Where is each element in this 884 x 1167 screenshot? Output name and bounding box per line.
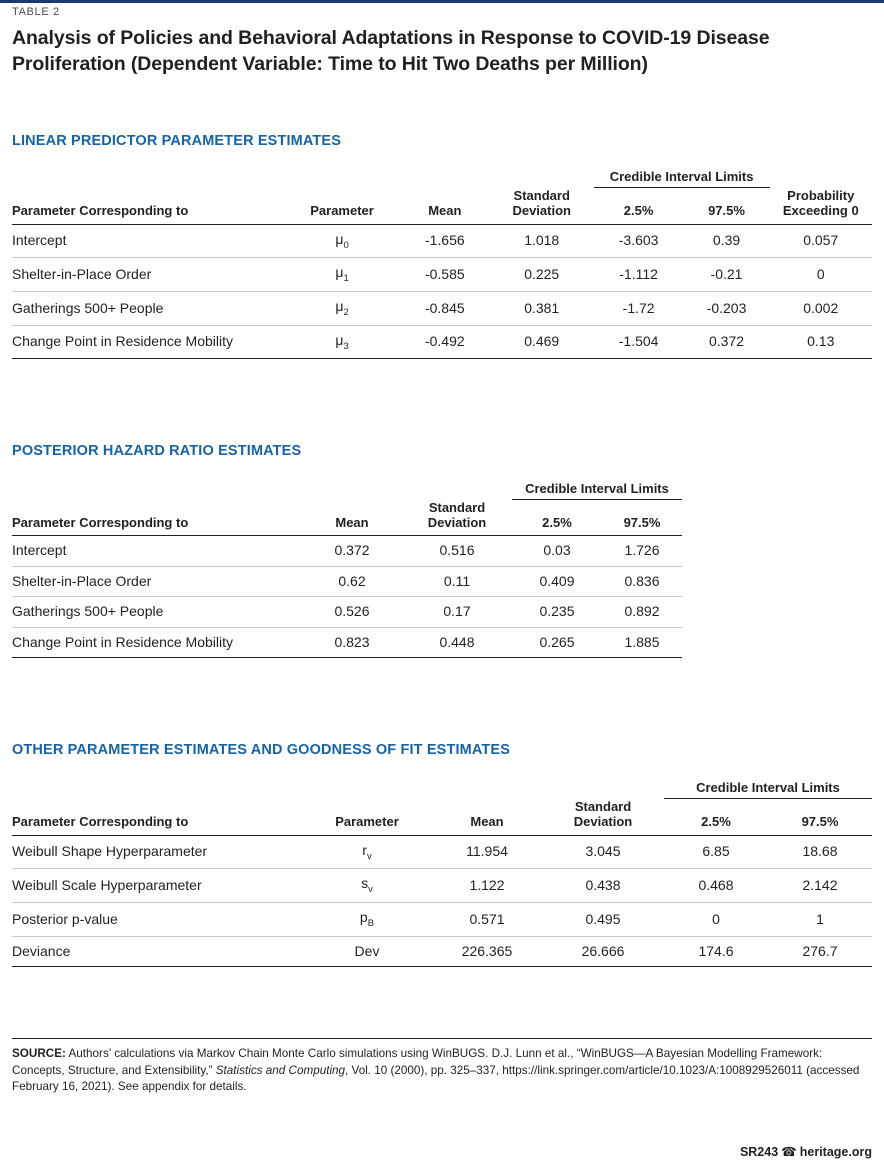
row-prob: 0.002 [770,291,873,325]
row-parameter-symbol: $\mu_0$ [284,224,400,258]
table-row [12,325,872,359]
col-header-mean: Mean [428,203,462,219]
row-ci-upper: 18.68 [768,835,872,869]
site-url: heritage.org [799,1145,872,1159]
col-header-ci-lower: 2.5% [623,203,654,219]
row-ci-upper: 276.7 [768,936,872,967]
row-sd: 3.045 [542,835,664,869]
credible-interval-group-label: Credible Interval Limits [512,481,682,500]
row-sd: 0.516 [402,536,512,567]
row-ci-upper: 0.372 [684,325,770,359]
row-ci-lower: 0.03 [512,536,602,567]
row-parameter-symbol: $r_v$ [302,835,432,869]
row-label: Intercept [12,536,302,567]
col-header-ci-upper: 97.5% [801,814,839,830]
col-header-standard-deviation: Standard Deviation [573,798,633,830]
table-row [12,224,872,258]
col-header-ci-upper: 97.5% [623,515,661,531]
table-row [12,627,682,658]
col-header-parameter-corresponding-to: Parameter Corresponding to [12,203,189,219]
source-text-part2: , Vol. 10 (2000), pp. 325–337, https://link.springer.com/article/10.1023/A:1008929526011 (accessed February 16, 2021). See appendix for details. [12,1063,860,1094]
row-parameter-symbol: $\mu_2$ [284,291,400,325]
row-mean: -0.845 [400,291,490,325]
table-row [12,536,682,567]
table-row [12,869,872,903]
table-row [12,291,872,325]
table-row [12,566,682,597]
row-ci-upper: -0.21 [684,258,770,292]
row-parameter-symbol: $\mu_1$ [284,258,400,292]
row-sd: 0.11 [402,566,512,597]
col-header-standard-deviation: Standard Deviation [427,499,487,531]
row-sd: 0.438 [542,869,664,903]
row-ci-lower: 0.409 [512,566,602,597]
source-italic-title: Statistics and Computing [215,1063,346,1077]
row-sd: 0.469 [490,325,594,359]
source-note [12,1038,872,1096]
col-header-mean: Mean [470,814,504,830]
table-other-parameter-estimates [12,780,872,967]
row-mean: -0.492 [400,325,490,359]
row-parameter-symbol: $s_v$ [302,869,432,903]
row-sd: 26.666 [542,936,664,967]
row-ci-lower: 0.468 [664,869,768,903]
section-heading-linear-predictor: LINEAR PREDICTOR PARAMETER ESTIMATES [12,133,342,150]
table-label: TABLE 2 [12,6,60,18]
column-header-row [12,188,872,224]
row-mean: 11.954 [432,835,542,869]
col-header-parameter: Parameter [310,203,374,219]
row-ci-lower: 0 [664,902,768,936]
ci-group-header-row [12,169,872,188]
row-mean: 0.823 [302,627,402,658]
col-header-ci-upper: 97.5% [708,203,745,219]
row-mean: 0.372 [302,536,402,567]
col-header-standard-deviation: Standard Deviation [512,187,571,219]
row-prob: 0 [770,258,873,292]
col-header-parameter-corresponding-to: Parameter Corresponding to [12,515,189,531]
source-text-part1: Authors’ calculations via Markov Chain Monte Carlo simulations using WinBUGS. D.J. Lunn et al., “WinBUGS—A Bayesian Modelling Framework: Concepts, Structure, and Extensibility,” [12,1047,823,1077]
row-sd: 0.495 [542,902,664,936]
row-ci-lower: 0.265 [512,627,602,658]
row-mean: 0.62 [302,566,402,597]
row-label: Shelter-in-Place Order [12,258,284,292]
row-ci-upper: 1.726 [602,536,682,567]
row-label: Posterior p-value [12,902,302,936]
row-mean: 1.122 [432,869,542,903]
row-sd: 1.018 [490,224,594,258]
row-label: Deviance [12,936,302,967]
row-sd: 0.225 [490,258,594,292]
row-parameter-symbol: Dev [302,936,432,967]
col-header-ci-lower: 2.5% [701,814,731,830]
credible-interval-group-label: Credible Interval Limits [664,780,872,799]
row-ci-lower: 174.6 [664,936,768,967]
row-label: Weibull Scale Hyperparameter [12,869,302,903]
row-label: Change Point in Residence Mobility [12,627,302,658]
col-header-parameter-corresponding-to: Parameter Corresponding to [12,814,189,830]
row-parameter-symbol: $\mu_3$ [284,325,400,359]
row-sd: 0.381 [490,291,594,325]
footer [740,1144,872,1159]
row-label: Weibull Shape Hyperparameter [12,835,302,869]
row-ci-lower: -3.603 [594,224,684,258]
row-prob: 0.057 [770,224,873,258]
row-ci-upper: 0.892 [602,597,682,628]
table-row [12,835,872,869]
row-ci-lower: 6.85 [664,835,768,869]
row-label: Gatherings 500+ People [12,597,302,628]
row-ci-lower: -1.72 [594,291,684,325]
col-header-ci-lower: 2.5% [542,515,572,531]
table-posterior-hazard-ratio-estimates [12,481,682,658]
page-title: Analysis of Policies and Behavioral Adaptations in Response to COVID-19 Disease Proliferation (Dependent Variable: Time to Hit Two Deaths per Million) [12,27,770,75]
credible-interval-group-label: Credible Interval Limits [594,169,770,188]
row-ci-upper: 0.836 [602,566,682,597]
row-sd: 0.448 [402,627,512,658]
col-header-mean: Mean [335,515,369,531]
row-ci-lower: -1.504 [594,325,684,359]
col-header-parameter: Parameter [335,814,399,830]
row-sd: 0.17 [402,597,512,628]
table-row [12,597,682,628]
row-label: Intercept [12,224,284,258]
ci-group-header-row [12,481,682,500]
row-label: Gatherings 500+ People [12,291,284,325]
row-label: Shelter-in-Place Order [12,566,302,597]
ci-group-header-row [12,780,872,799]
row-prob: 0.13 [770,325,873,359]
column-header-row [12,799,872,835]
row-parameter-symbol: $p_B$ [302,902,432,936]
row-ci-upper: 1 [768,902,872,936]
section-heading-posterior-hazard-ratio: POSTERIOR HAZARD RATIO ESTIMATES [12,443,302,460]
row-mean: 0.571 [432,902,542,936]
row-mean: 0.526 [302,597,402,628]
table-row [12,258,872,292]
row-mean: -0.585 [400,258,490,292]
table-row [12,936,872,967]
row-ci-upper: 0.39 [684,224,770,258]
row-label: Change Point in Residence Mobility [12,325,284,359]
phone-icon: ☎ [781,1145,797,1159]
row-ci-lower: -1.112 [594,258,684,292]
table-row [12,902,872,936]
row-ci-upper: -0.203 [684,291,770,325]
source-label: SOURCE: [12,1047,66,1060]
row-mean: 226.365 [432,936,542,967]
section-heading-other-parameter-estimates: OTHER PARAMETER ESTIMATES AND GOODNESS OF FIT ESTIMATES [12,742,511,759]
column-header-row [12,500,682,536]
report-id: SR243 [739,1145,779,1159]
col-header-probability-exceeding-0: Probability Exceeding 0 [782,187,859,219]
row-ci-upper: 1.885 [602,627,682,658]
row-ci-upper: 2.142 [768,869,872,903]
row-mean: -1.656 [400,224,490,258]
row-ci-lower: 0.235 [512,597,602,628]
table-linear-predictor-estimates [12,169,872,359]
